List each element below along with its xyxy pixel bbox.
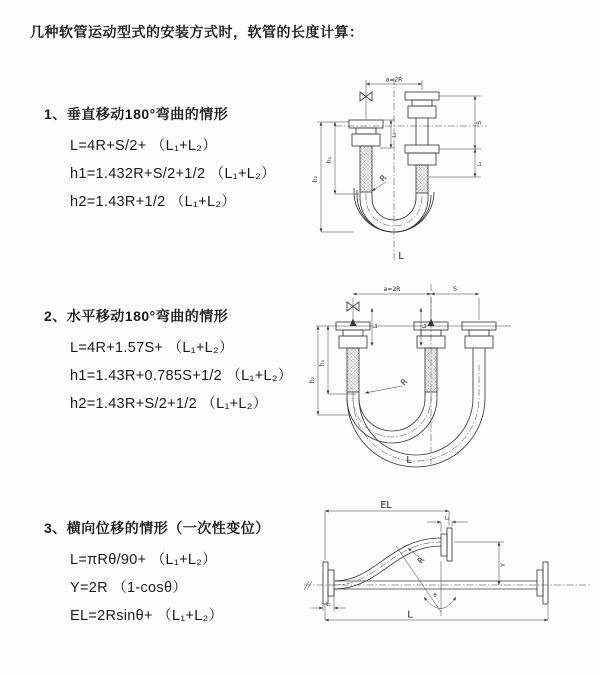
section-3-formula-el: EL=2Rsinθ+ （L₁+L₂） (70, 608, 224, 624)
angle-theta-label: θ (433, 593, 437, 599)
radius-label: R (378, 173, 389, 184)
raised-flange (441, 528, 452, 561)
dim-l1-label: L₁ (392, 132, 398, 138)
section-1-formula-h2: h2=1.43R+1/2 （L₁+L₂） (70, 194, 237, 210)
dim-el-label: EL (380, 500, 392, 511)
dim-h1-label: h₁ (319, 359, 326, 367)
dim-h1-label: h₁ (326, 156, 333, 164)
section-1-formula-l: L=4R+S/2+ （L₁+L₂） (70, 138, 218, 154)
section-3-formula-l: L=πRθ/90+ （L₁+L₂） (70, 552, 217, 568)
middle-hose-fitting (414, 319, 448, 393)
hose-u-bend-original (347, 392, 437, 443)
dim-l1 (372, 308, 379, 346)
section-2-formula-h2: h2=1.43R+S/2+1/2 （L₁+L₂） (70, 396, 268, 412)
length-label: L (406, 455, 412, 466)
right-hose-fitting-upper (405, 92, 439, 145)
dim-s-label: S (476, 121, 483, 125)
diagram-vertical-180-bend (305, 74, 495, 269)
dim-l2-label: L₂ (422, 323, 428, 329)
dim-l2-label: L₂ (444, 515, 450, 522)
dim-l2-label: L₂ (477, 161, 483, 167)
right-hose-fitting-lower (405, 145, 439, 193)
section-3-heading: 3、横向位移的情形（一次性变位） (44, 520, 270, 536)
dim-s (429, 96, 483, 177)
dim-y-label: Y (500, 563, 507, 567)
radius-label: R (399, 377, 410, 388)
section-1-formula-h1: h1=1.432R+S/2+1/2 （L₁+L₂） (70, 166, 276, 182)
dim-l2 (421, 308, 428, 346)
hose-u-bend-moved (347, 364, 485, 467)
left-hose-fitting (349, 120, 383, 192)
dim-s-label: S (453, 286, 457, 293)
dim-y (454, 542, 507, 585)
dim-l1-label: L₁ (326, 601, 331, 608)
length-label: L (398, 251, 404, 262)
left-flange (323, 562, 334, 604)
dim-h2-label: h₂ (312, 175, 319, 183)
radius-callout (365, 377, 410, 393)
valve-icon (360, 80, 372, 120)
section-2-formula-h1: h1=1.43R+0.785S+1/2 （L₁+L₂） (70, 368, 293, 384)
section-3-formula-y: Y=2R （1-cosθ） (70, 580, 188, 596)
dim-l-label: L (407, 609, 413, 621)
section-2-formula-l: L=4R+1.57S+ （L₁+L₂） (70, 340, 234, 356)
left-hose-fitting (336, 319, 370, 393)
section-2-heading: 2、水平移动180°弯曲的情形 (44, 308, 229, 324)
dim-h2 (309, 326, 350, 415)
diagram-lateral-displacement (298, 498, 598, 653)
dim-el (325, 500, 449, 560)
radius-label: R (415, 555, 427, 566)
page-title: 几种软管运动型式的安装方式时，软管的长度计算： (30, 24, 364, 40)
dim-l1 (311, 589, 346, 611)
right-hose-fitting-moved (462, 322, 496, 364)
centerlines (335, 78, 487, 260)
centerlines (316, 284, 511, 464)
diagram-horizontal-180-bend (306, 280, 596, 470)
dim-a-2r-label: a=2R (385, 76, 403, 84)
dim-l2 (427, 516, 468, 533)
dim-l (325, 605, 548, 621)
dim-h2 (312, 122, 354, 232)
right-flange (537, 562, 548, 604)
dim-h1 (326, 122, 359, 194)
radius-callout (408, 548, 427, 565)
dim-h2-label: h₂ (309, 376, 316, 384)
dim-a-2r-label: a=2R (383, 286, 401, 293)
radius-callout (372, 173, 389, 191)
dim-l1-label: L₁ (373, 323, 379, 329)
section-1-heading: 1、垂直移动180°弯曲的情形 (44, 106, 229, 122)
